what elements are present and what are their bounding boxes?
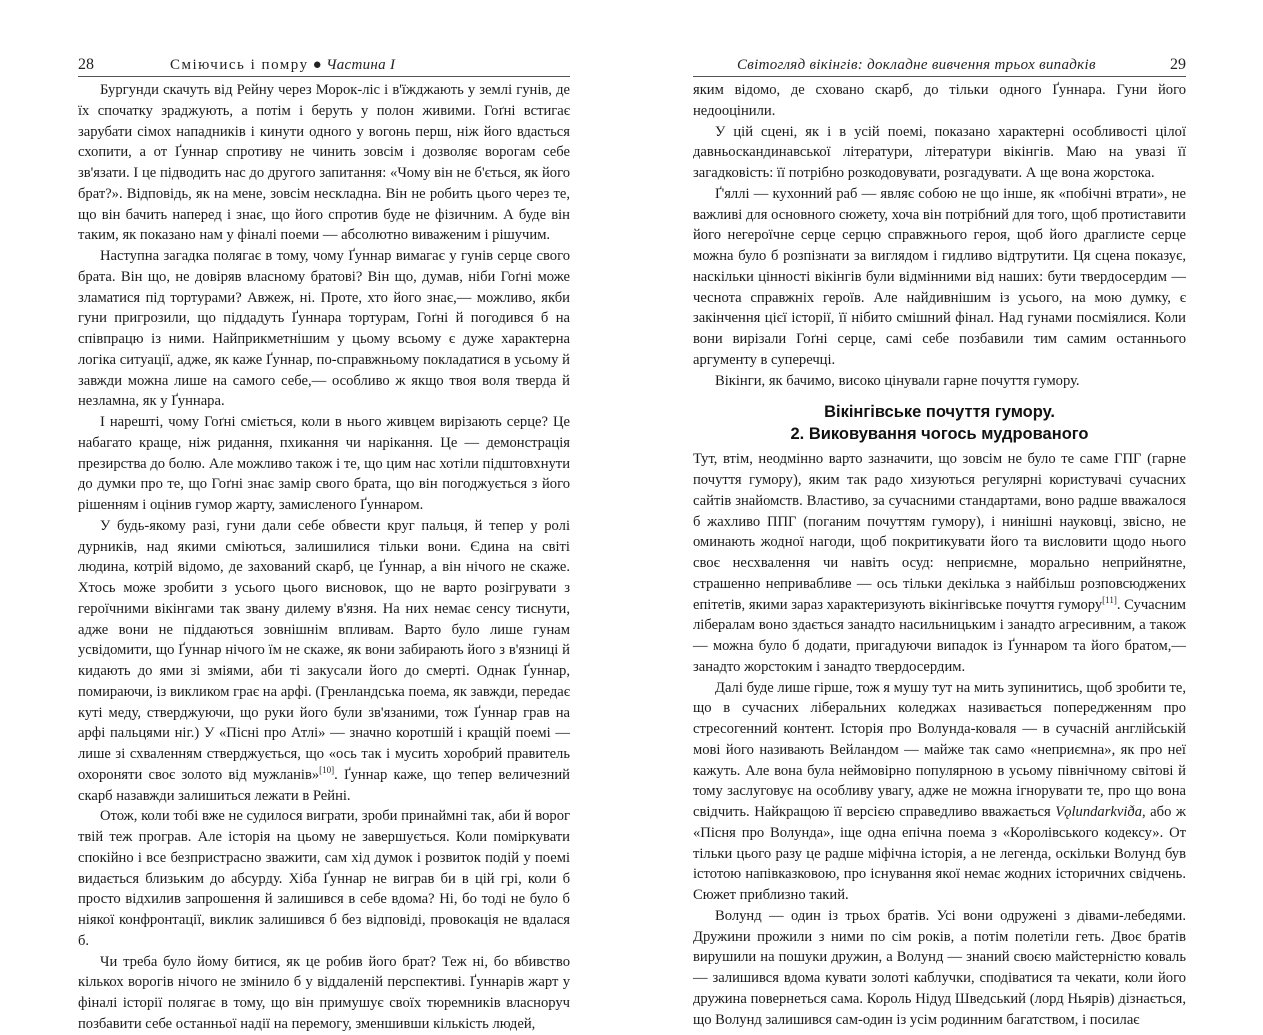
running-head-bullet: ●: [312, 57, 323, 73]
footnote-marker: [11]: [1102, 594, 1117, 605]
right-running-head: Світогляд вікінгів: докладне вивчення трьох випадків: [737, 57, 1096, 73]
section-heading: [693, 401, 1186, 445]
right-page-number: 29: [1170, 56, 1186, 73]
paragraph: Наступна загадка полягає в тому, чому Ґуннар вимагає у гунів серце свого брата. Він що, не довіряв власному братові? Він що, думав, ніби Гоґні може зламатися під тортурами? Авжеж, ні. Проте, хто його знає,— можливо, якби гуни пригрозили, що піддадуть Ґуннара тортурам, Гоґні й погодився б на співпрацю із ними. Найприкметнішим у цьому всьому є дуже характерна логіка ситуації, адже, як каже Ґуннар, по-справжньому покладатися в усьому й завжди можна лише на самого себе,— особливо ж якщо твоя воля тверда й незламна, як у Ґуннара.: [78, 248, 570, 410]
paragraph: І нарешті, чому Гоґні сміється, коли в нього живцем вирізають серце? Це набагато краще, ніж ридання, пхикання чи нарікання. Це — демонстрація презирства до болю. Але можливо також і те, що цим нас хотіли підштовхнути до думки про те, що Гоґні знає замір свого брата, що він погоджується з його рішенням і оцінив гумор жарту, замисленого Ґуннаром.: [78, 414, 570, 513]
running-head-part: Частина I: [326, 57, 396, 73]
left-running-header: [78, 56, 570, 77]
paragraph: Бургунди скачуть від Рейну через Морок-ліс і в'їжджають у землі гунів, де їх спочатку зраджують, а потім і беруть у полон живими. Гоґні встигає зарубати сімох нападників і кинути одного у вогонь перш, ніж його вдасться схопити, а от Ґуннар спротиву не чинить зовсім і дозволяє ворогам себе зв'язати. І це підводить нас до другого запитання: «Чому він не б'ється, як його брат?». Відповідь, як на мене, зовсім нескладна. Він не робить цього через те, що він бачить наперед і знає, що його спротив буде не фізичним. А буде він таким, як показано нам у фіналі поеми — абсолютно виваженим і рішучим.: [78, 82, 570, 244]
paragraph: Отож, коли тобі вже не судилося виграти, зроби принаймні так, аби й ворог твій теж програв. Але історія на цьому не завершується. Коли поміркувати спокійно і все безпристрасно зважити, сам хід думок і розвиток подій у поемі видається близьким до абсурду. Хіба Ґуннар не виграв би в цій грі, коли б просто відхилив запрошення й залишився в себе вдома? Ні, бо тоді не було б ніякої конфронтації, виклик залишився б без відповіді, провокація не вдалася б.: [78, 808, 570, 949]
right-paragraphs-after: [693, 449, 1186, 1030]
right-running-header: [693, 56, 1186, 77]
footnote-marker: [10]: [319, 764, 335, 775]
paragraph: Тут, втім, неодмінно варто зазначити, що зовсім не було те саме ГПГ (гарне почуття гумору), яким так радо хизуються регулярні користувачі сучасних сайтів знайомств. Властиво, за сучасними стандартами, воно радше вважалося б жахливо ППГ (поганим почуттям гумору), і нинішні науковці, звісно, не оминають жодної нагоди, щоб покритикувати його та висловити щодо нього своє несхвалення чи навіть осуд: неприємне, морально неприйнятне, страшенно непривабливе — ось тільки декілька з найбільш розповсюджених епітетів, якими зараз характеризують вікінгівське почуття гумору[11]. Сучасним лібералам воно здається занадто насильницьким і занадто агресивним, а також — можна було б додати, пригадуючи випадок із Ґуннаром та його братом,— занадто жорстоким і занадто твердосердим.: [693, 451, 1186, 675]
section-heading-line-1: Вікінгівське почуття гумору.: [824, 403, 1055, 422]
paragraph: Вікінги, як бачимо, високо цінували гарне почуття гумору.: [715, 372, 1080, 389]
italic-title: Vǫlundarkviða: [1055, 804, 1142, 820]
left-running-head: [170, 57, 395, 74]
paragraph: У будь-якому разі, гуни дали себе обвести круг пальця, й тепер у ролі дурників, над якими сміються, залишилися тільки вони. Єдина на світі людина, котрій відомо, де захований скарб, це Ґуннар, а він нічого не скаже. Хтось може зробити з усього цього висновок, що не варто розігрувати з героїчними вікінгами так звану дилему в'язня. На них немає сенсу тиснути, адже вони не піддаються зовнішнім впливам. Варто було лише гунам усвідомити, що Ґуннар нічого їм не скаже, як вони забирають його з в'язниці й кидають до ями зі зміями, аби ті закусали його до смерті. Однак Ґуннар, помираючи, із викликом грає на арфі. (Гренландська поема, як завжди, передає куті меду, стверджуючи, що руки його були зв'язаними, тож Ґуннар грав на арфі пальцями ніг.) У «Пісні про Атлі» — значно коротшій і кращій поемі — лише зі схваленням стверджується, що «ось так і мусить хоробрий правитель охороняти своє золото від мужланів»[10]. Ґуннар каже, що тепер величезний скарб назавжди залишиться лежати в Рейні.: [78, 517, 570, 804]
paragraph: Далі буде лише гірше, тож я мушу тут на мить зупинитись, щоб зробити те, що в сучасних ліберальних коледжах називається попередженням про стресогенний контент. Історія про Волунда-коваля — в сучасній англійській мові його називають Вейландом — майже так само «неприємна», як про неї кажуть. Але вона була неймовірно популярною в усьому північному світові й тому заслуговує на особливу увагу, адже не можна ігнорувати те, про що вона свідчить. Найкращою її версією справедливо вважається Vǫlundarkviða, або ж «Пісня про Волунда», іще одна епічна поема з «Королівського кодексу». От тільки цього разу це радше міфічна історія, а не легенда, оскільки Волунд був істотою напівказковою, про існування якої немає жодних історичних свідчень. Сюжет приблизно такий.: [693, 679, 1186, 903]
running-head-book-title: Смiючись i помру: [170, 57, 309, 73]
paragraph: Чи треба було йому битися, як це робив його брат? Теж ні, бо вбивство кількох ворогів нічого не змінило б у віддаленій перспективі. Ґуннарів жарт у фіналі історії полягає в тому, що він примушує своїх тюремників власноруч позбавити себе останньої надії на перемогу, зменшивши кількість людей,: [78, 953, 570, 1032]
paragraph: Волунд — один із трьох братів. Усі вони одружені з дівами-лебедями. Дружини прожили з ними по сім років, а потім полетіли геть. Двоє братів вирушили на пошуки дружин, а Волунд — знаний своєю майстерністю коваль — залишився вдома кувати золоті каблучки, сподіватися та чекати, коли його дружина повернеться сама. Король Нідуд Шведський (лорд Ньярів) дізнається, що Волунд залишився сам-один із усім родинним багатством, і посилає: [693, 907, 1186, 1028]
left-body-text: [78, 80, 570, 1035]
right-body-text: [693, 80, 1186, 1030]
left-page-number: 28: [78, 56, 94, 73]
section-heading-line-2: 2. Виковування чогось мудрованого: [790, 425, 1089, 444]
paragraph: У цій сцені, як і в усій поемі, показано характерні особливості цілої давньоскандинавської літератури, літератури вікінгів. Маю на увазі її загадковість: її потрібно розкодовувати, розгадувати. А ще вона жорстока.: [693, 123, 1186, 181]
paragraph: Ґ'яллі — кухонний раб — являє собою не що інше, як «побічні втрати», не важливі для основного сюжету, хоча він потрібний для того, щоб протиставити його негероїчне серце серцю справжнього героя, щоб його драглисте серце можна було б розпізнати за виглядом і гидливо відтрутити. Ця сцена показує, наскільки цінності вікінгів були відмінними від наших: бути твердосердим — чеснота справжніх героїв. Але найдивнішим із усього, на мою думку, є закінчення цієї історії, її нібито смішний фінал. Над гунами посміялися. Коли вони вирізали Гоґні серце, самі себе позбавили тим самим останнього аргументу в суперечці.: [693, 185, 1186, 368]
right-paragraphs-before: [693, 80, 1186, 391]
paragraph: яким відомо, де сховано скарб, до тільки одного Ґуннара. Гуни його недооцінили.: [693, 82, 1186, 119]
